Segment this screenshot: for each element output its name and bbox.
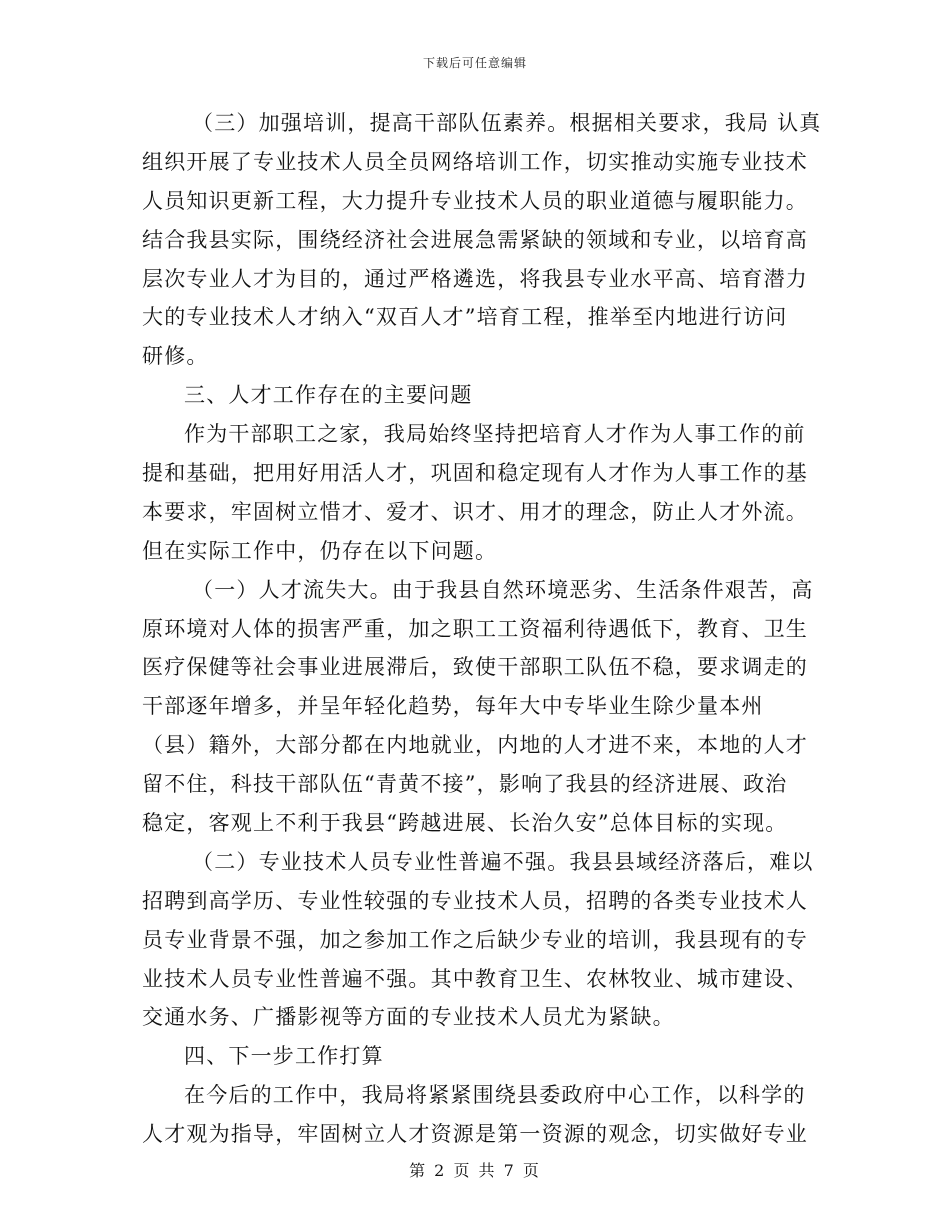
text-line: （三）加强培训，提高干部队伍素养。根据相关要求，我局 认真	[192, 111, 822, 135]
text-line: 本要求，牢固树立惜才、爱才、识才、用才的理念，防止人才外流。	[142, 499, 808, 524]
text-line: 作为干部职工之家，我局始终坚持把培育人才作为人事工作的前	[184, 422, 806, 447]
page-number: 第 2 页 共 7 页	[409, 1161, 541, 1180]
text-line: （县）籍外，大部分都在内地就业，内地的人才进不来，本地的人才	[142, 733, 808, 758]
text-line: 干部逐年增多，并呈年轻化趋势，每年大中专毕业生除少量本州	[142, 694, 764, 719]
document-body	[142, 104, 822, 1154]
text-line: 留不住，科技干部队伍“青黄不接”，影响了我县的经济进展、政治	[142, 772, 788, 797]
text-line: 四、下一步工作打算	[184, 1044, 384, 1069]
text-line: 结合我县实际，围绕经济社会进展急需紧缺的领域和专业，以培育高	[142, 227, 808, 252]
text-line: 招聘到高学历、专业性较强的专业技术人员，招聘的各类专业技术人	[142, 888, 808, 913]
text-line: 医疗保健等社会事业进展滞后，致使干部职工队伍不稳，要求调走的	[142, 655, 808, 680]
text-line: 提和基础，把用好用活人才，巩固和稳定现有人才作为人事工作的基	[142, 461, 808, 486]
text-line: 在今后的工作中，我局将紧紧围绕县委政府中心工作，以科学的	[184, 1083, 806, 1108]
text-line: 组织开展了专业技术人员全员网络培训工作，切实推动实施专业技术	[142, 149, 808, 174]
text-line: 人才观为指导，牢固树立人才资源是第一资源的观念，切实做好专业	[142, 1122, 808, 1147]
text-line: （一）人才流失大。由于我县自然环境恶劣、生活条件艰苦，高	[192, 577, 814, 602]
text-line: 人员知识更新工程，大力提升专业技术人员的职业道德与履职能力。	[142, 188, 808, 213]
text-line: 但在实际工作中，仍存在以下问题。	[142, 538, 498, 563]
text-line: 三、人才工作存在的主要问题	[184, 383, 473, 408]
text-line: （二）专业技术人员专业性普遍不强。我县县域经济落后，难以	[192, 849, 814, 874]
text-line: 交通水务、广播影视等方面的专业技术人员尤为紧缺。	[142, 1005, 675, 1030]
text-line: 研修。	[142, 344, 209, 369]
text-line: 大的专业技术人才纳入“双百人才”培育工程，推举至内地进行访问	[142, 305, 788, 330]
page-header-note: 下载后可任意编辑	[422, 56, 527, 70]
text-line: 员专业背景不强，加之参加工作之后缺少专业的培训，我县现有的专	[142, 927, 808, 952]
text-line: 业技术人员专业性普遍不强。其中教育卫生、农林牧业、城市建设、	[142, 966, 808, 991]
text-line: 层次专业人才为目的，通过严格遴选，将我县专业水平高、培育潜力	[142, 266, 808, 291]
text-line: 稳定，客观上不利于我县“跨越进展、长治久安”总体目标的实现。	[142, 811, 788, 836]
text-line: 原环境对人体的损害严重，加之职工工资福利待遇低下，教育、卫生	[142, 616, 808, 641]
